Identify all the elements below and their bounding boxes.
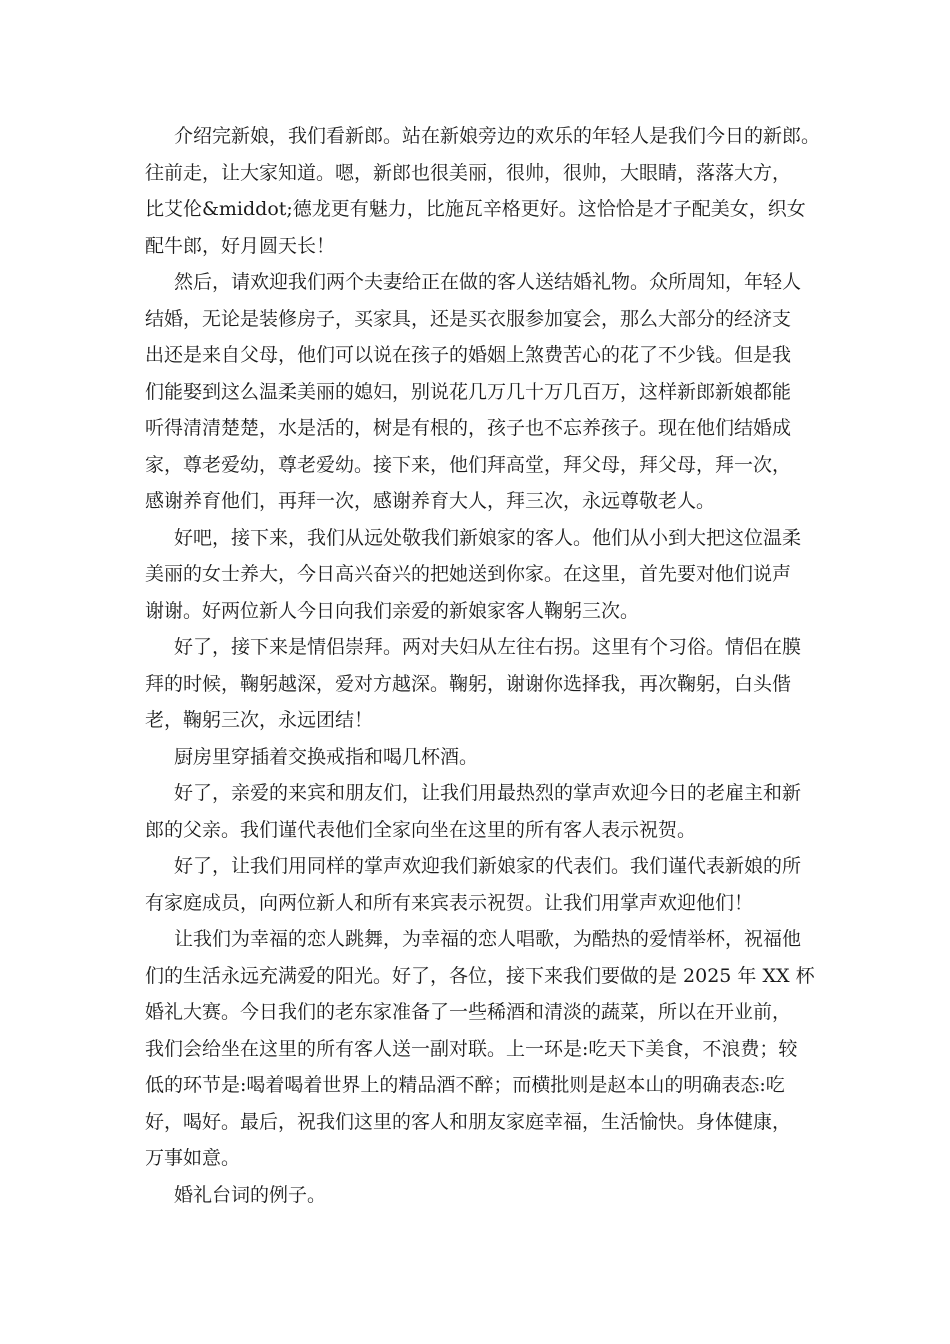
text-line: 介绍完新娘，我们看新郎。站在新娘旁边的欢乐的年轻人是我们今日的新郎。: [174, 125, 821, 147]
text-line: 出还是来自父母，他们可以说在孩子的婚姻上煞费苦心的花了不少钱。但是我: [145, 344, 792, 366]
text-line: 美丽的女士养大，今日高兴奋兴的把她送到你家。在这里，首先要对他们说声: [145, 563, 792, 585]
text-line: 婚礼大赛。今日我们的老东家准备了一些稀酒和清淡的蔬菜，所以在开业前，: [145, 1001, 792, 1023]
text-line: 谢谢。好两位新人今日向我们亲爱的新娘家客人鞠躬三次。: [145, 599, 640, 622]
text-line: 然后，请欢迎我们两个夫妻给正在做的客人送结婚礼物。众所周知，年轻人: [174, 271, 802, 293]
text-line: 厨房里穿插着交换戒指和喝几杯酒。: [174, 745, 479, 768]
text-line: 听得清清楚楚，水是活的，树是有根的，孩子也不忘养孩子。现在他们结婚成: [145, 417, 792, 439]
text-line: 拜的时候，鞠躬越深，爱对方越深。鞠躬，谢谢你选择我，再次鞠躬，白头偕: [145, 672, 792, 695]
text-line: 婚礼台词的例子。: [174, 1183, 327, 1206]
text-line: 结婚，无论是装修房子，买家具，还是买衣服参加宴会，那么大部分的经济支: [145, 307, 792, 330]
text-line: 家，尊老爱幼，尊老爱幼。接下来，他们拜高堂，拜父母，拜父母，拜一次，: [145, 453, 792, 476]
text-line: 万事如意。: [145, 1147, 241, 1169]
text-line: 有家庭成员，向两位新人和所有来宾表示祝贺。让我们用掌声欢迎他们！: [145, 891, 754, 914]
text-line: 比艾伦&middot;德龙更有魅力，比施瓦辛格更好。这恰恰是才子配美女，织女: [145, 198, 806, 220]
text-line: 们能娶到这么温柔美丽的媳妇，别说花几万几十万几百万，这样新郎新娘都能: [145, 380, 792, 403]
text-line: 我们会给坐在这里的所有客人送一副对联。上一环是:吃天下美食，不浪费；较: [145, 1037, 798, 1060]
text-line: 低的环节是:喝着喝着世界上的精品酒不醉；而横批则是赵本山的明确表态:吃: [145, 1074, 785, 1096]
text-line: 好，喝好。最后，祝我们这里的客人和朋友家庭幸福，生活愉快。身体健康，: [145, 1110, 792, 1133]
text-line: 们的生活永远充满爱的阳光。好了，各位，接下来我们要做的是 2025 年 XX 杯: [145, 964, 815, 987]
text-line: 感谢养育他们，再拜一次，感谢养育大人，拜三次，永远尊敬老人。: [145, 490, 716, 512]
text-line: 配牛郎，好月圆天长！: [145, 234, 336, 257]
text-line: 好了，接下来是情侣崇拜。两对夫妇从左往右拐。这里有个习俗。情侣在膜: [174, 636, 802, 658]
text-line: 老，鞠躬三次，永远团结！: [145, 709, 374, 731]
text-line: 好吧，接下来，我们从远处敬我们新娘家的客人。他们从小到大把这位温柔: [174, 526, 802, 549]
document-body: [145, 118, 825, 1213]
text-line: 往前走，让大家知道。嗯，新郎也很美丽，很帅，很帅，大眼睛，落落大方，: [145, 161, 792, 184]
text-line: 让我们为幸福的恋人跳舞，为幸福的恋人唱歌，为酷热的爱情举杯，祝福他: [174, 928, 802, 950]
text-line: 好了，亲爱的来宾和朋友们，让我们用最热烈的掌声欢迎今日的老雇主和新: [174, 782, 802, 804]
text-line: 郎的父亲。我们谨代表他们全家向坐在这里的所有客人表示祝贺。: [145, 818, 697, 841]
text-line: 好了，让我们用同样的掌声欢迎我们新娘家的代表们。我们谨代表新娘的所: [174, 855, 802, 877]
